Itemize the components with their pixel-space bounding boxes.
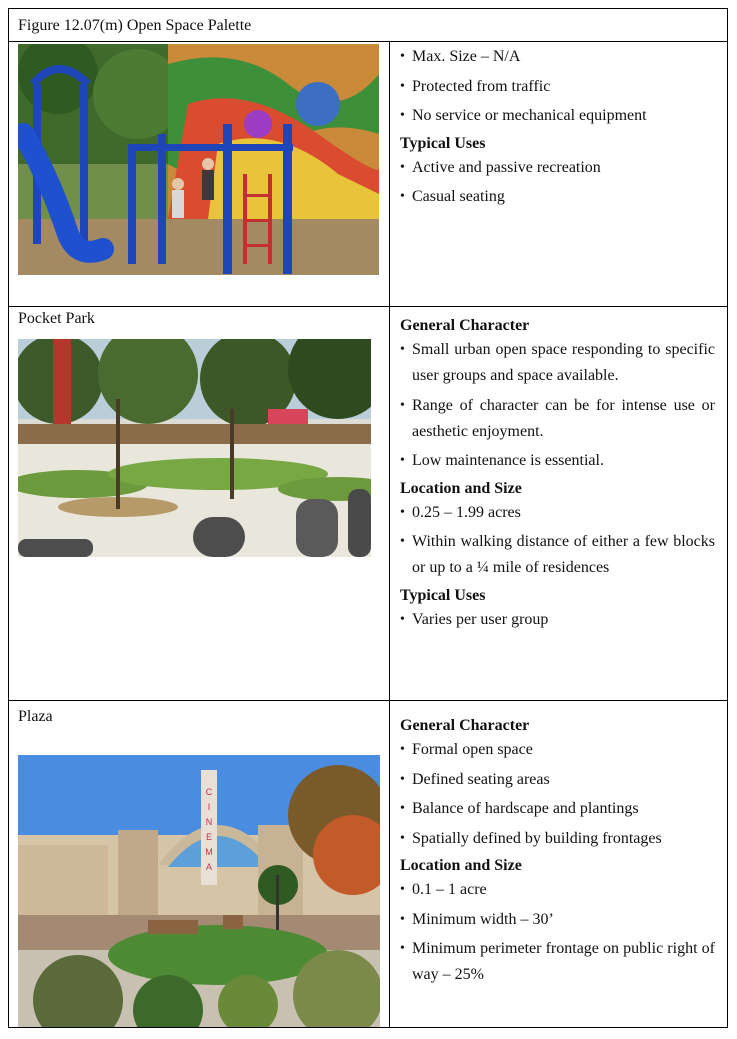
list-item: • Minimum perimeter frontage on public right of way – 25%: [400, 936, 715, 988]
section-heading: Location and Size: [400, 857, 522, 874]
plaza-image: [18, 755, 380, 1027]
list-item: • Formal open space: [400, 737, 715, 763]
section-heading: Typical Uses: [400, 587, 486, 604]
cinema-sign-letter: C: [205, 787, 213, 797]
pocket-park-location: [400, 500, 715, 582]
list-item: • No service or mechanical equipment: [400, 103, 715, 129]
section-heading: Location and Size: [400, 479, 522, 497]
plaza-location: [400, 877, 715, 988]
list-item: • 0.1 – 1 acre: [400, 877, 715, 903]
cinema-sign-letter: I: [207, 802, 211, 812]
plaza-description: [390, 701, 727, 1028]
playground-image: [18, 44, 379, 275]
list-item: • Protected from traffic: [400, 74, 715, 100]
list-item: • Small urban open space responding to specific user groups and space available.: [400, 337, 715, 389]
section-heading: General Character: [400, 717, 530, 734]
plaza-cell: [9, 701, 389, 1028]
list-item: • Casual seating: [400, 184, 715, 210]
section-label: Plaza: [18, 708, 53, 725]
cinema-sign-letter: N: [205, 817, 213, 827]
list-item: • Within walking distance of either a few blocks or up to a ¼ mile of residences: [400, 529, 715, 581]
list-item: • Minimum width – 30’: [400, 907, 715, 933]
section-label: Pocket Park: [18, 310, 95, 327]
list-item: • Spatially defined by building frontages: [400, 826, 715, 852]
playground-attributes: [400, 44, 715, 129]
list-item: • 0.25 – 1.99 acres: [400, 500, 715, 526]
cinema-sign-letter: M: [205, 847, 213, 857]
cinema-sign-letter: E: [205, 832, 213, 842]
playground-image-cell: [9, 42, 389, 306]
list-item: • Varies per user group: [400, 607, 715, 633]
pocket-park-cell: [9, 307, 389, 700]
cinema-sign-letter: A: [205, 862, 213, 872]
palette-table: [8, 8, 728, 1028]
list-item: • Active and passive recreation: [400, 155, 715, 181]
list-item: • Low maintenance is essential.: [400, 448, 715, 474]
playground-uses: [400, 155, 715, 211]
list-item: • Range of character can be for intense use or aesthetic enjoyment.: [400, 393, 715, 445]
pocket-park-character: [400, 337, 715, 474]
section-heading: General Character: [400, 317, 530, 334]
figure-title: Figure 12.07(m) Open Space Palette: [9, 9, 727, 42]
plaza-character: [400, 737, 715, 852]
pocket-park-image: [18, 339, 371, 557]
playground-description: [390, 42, 727, 306]
list-item: • Max. Size – N/A: [400, 44, 715, 70]
section-heading: Typical Uses: [400, 134, 486, 152]
list-item: • Balance of hardscape and plantings: [400, 796, 715, 822]
pocket-park-uses: [400, 607, 715, 633]
pocket-park-description: [390, 307, 727, 700]
list-item: • Defined seating areas: [400, 767, 715, 793]
